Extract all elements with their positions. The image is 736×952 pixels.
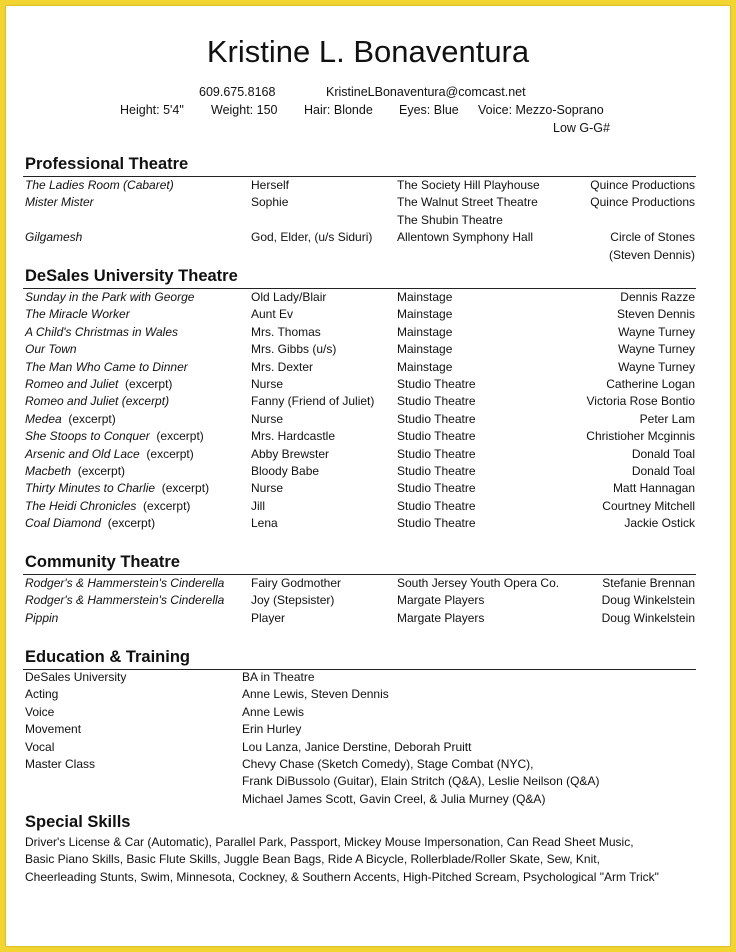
role-cell: Mrs. Hardcastle [251,429,336,444]
training-value: Lou Lanza, Janice Derstine, Deborah Pruitt [242,739,472,754]
credit-row [6,575,730,592]
role-cell: Mrs. Dexter [251,359,314,374]
role-cell: God, Elder, (u/s Siduri) [251,230,373,245]
venue-cell: Studio Theatre [397,516,476,531]
director-cell: Wayne Turney [618,359,695,374]
venue-cell: Studio Theatre [397,429,476,444]
voice-stat: Voice: Mezzo-Soprano [478,103,604,117]
show-title: Pippin [25,610,59,625]
director-cell: Circle of Stones [610,230,695,245]
show-cell [25,306,130,323]
role-cell: Sophie [251,195,289,210]
training-value: BA in Theatre [242,670,315,684]
show-title: Macbeth [25,463,72,478]
director-cell: Quince Productions [590,195,695,210]
venue-cell: Mainstage [397,324,453,339]
venue-cell: Mainstage [397,290,453,304]
education-row [6,791,730,808]
credit-row [6,359,730,376]
credit-row [6,341,730,358]
show-title: The Ladies Room (Cabaret) [25,178,174,192]
education-row [6,704,730,721]
director-cell: Jackie Ostick [624,516,695,531]
show-note: (excerpt) [155,481,210,496]
role-cell: Player [251,610,286,625]
show-title: Romeo and Juliet [25,376,119,391]
show-note: (excerpt) [61,411,116,426]
show-cell [25,289,194,306]
show-cell [25,446,194,463]
show-title: Sunday in the Park with George [25,290,195,304]
phone-number: 609.675.8168 [199,85,276,99]
venue-cell: Studio Theatre [397,498,476,513]
role-cell: Aunt Ev [251,307,294,322]
show-title: Rodger's & Hammerstein's Cinderella [25,593,225,608]
show-cell [25,411,116,428]
credit-row [6,480,730,497]
training-label: Movement [25,722,82,737]
education-row [6,721,730,738]
role-cell: Fairy Godmother [251,576,342,590]
training-value: Frank DiBussolo (Guitar), Elain Stritch (Q&A), Leslie Neilson (Q&A) [242,774,600,789]
director-cell: Doug Winkelstein [601,593,695,608]
credit-row [6,592,730,609]
credit-row [6,306,730,323]
education-row [6,739,730,756]
show-cell [25,359,188,376]
show-title: Medea [25,411,62,426]
show-cell [25,194,94,211]
show-cell [25,515,155,532]
professional-list [6,177,730,264]
desales-list [6,289,730,532]
director-cell: Wayne Turney [618,342,695,357]
credit-row [6,393,730,410]
director-cell: Donald Toal [631,446,695,461]
show-cell [25,463,125,480]
show-note: (excerpt) [71,463,126,478]
venue-cell: The Shubin Theatre [397,212,503,227]
education-list [6,669,730,808]
director-cell: Victoria Rose Bontio [586,394,695,409]
training-label: Master Class [25,756,96,771]
director-cell: Steven Dennis [616,307,695,322]
show-note: (excerpt) [139,446,194,461]
credit-row [6,289,730,306]
show-cell [25,575,224,592]
training-value: Anne Lewis [242,704,305,719]
role-cell: Old Lady/Blair [251,290,327,304]
venue-cell: Margate Players [397,593,485,608]
hair-stat: Hair: Blonde [304,103,373,117]
show-cell [25,610,58,627]
director-cell: Quince Productions [590,178,695,192]
role-cell: Abby Brewster [251,446,330,461]
resume-name: Kristine L. Bonaventura [206,34,530,69]
role-cell: Bloody Babe [251,463,320,478]
venue-cell: The Society Hill Playhouse [397,178,540,192]
email-address: KristineLBonaventura@comcast.net [326,85,526,99]
training-value: Erin Hurley [242,722,302,737]
show-title: Thirty Minutes to Charlie [25,481,156,496]
venue-cell: Studio Theatre [397,376,476,391]
show-title: Rodger's & Hammerstein's Cinderella [25,576,225,590]
venue-cell: Margate Players [397,610,485,625]
venue-cell: Studio Theatre [397,394,476,409]
credit-row [6,515,730,532]
credit-row [6,194,730,211]
education-row [6,669,730,686]
community-list [6,575,730,627]
training-value: Anne Lewis, Steven Dennis [242,687,389,702]
show-title: Romeo and Juliet (excerpt) [25,394,170,409]
director-cell: (Steven Dennis) [608,247,695,262]
show-title: Coal Diamond [25,516,102,531]
training-label: Acting [25,687,59,702]
director-cell: Christioher Mcginnis [586,429,695,444]
training-label: Voice [25,704,55,719]
show-title: Gilgamesh [25,230,83,245]
role-cell: Nurse [251,411,284,426]
credit-row [6,247,730,264]
venue-cell: Studio Theatre [397,411,476,426]
credit-row [6,376,730,393]
show-title: Our Town [25,342,77,357]
show-cell [25,324,178,341]
training-label: DeSales University [25,670,127,684]
director-cell: Doug Winkelstein [601,610,695,625]
venue-cell: South Jersey Youth Opera Co. [397,576,560,590]
venue-cell: Studio Theatre [397,481,476,496]
show-note: (excerpt) [118,376,173,391]
role-cell: Nurse [251,481,284,496]
venue-cell: Mainstage [397,359,453,374]
role-cell: Joy (Stepsister) [251,593,335,608]
show-note: (excerpt) [149,429,204,444]
show-cell [25,341,77,358]
show-cell [25,393,169,410]
credit-row [6,610,730,627]
venue-cell: Studio Theatre [397,446,476,461]
show-cell [25,428,204,445]
skills-line: Driver's License & Car (Automatic), Parallel Park, Passport, Mickey Mouse Impersonation, Can Read Sheet Music, [25,835,634,849]
director-cell: Donald Toal [631,463,695,478]
role-cell: Lena [251,516,278,531]
credit-row [6,212,730,229]
voice-range: Low G-G# [553,121,610,135]
role-cell: Fanny (Friend of Juliet) [251,394,375,409]
section-heading-skills: Special Skills [25,813,131,831]
director-cell: Dennis Razze [620,290,695,304]
education-row [6,686,730,703]
eyes-stat: Eyes: Blue [399,103,459,117]
director-cell: Wayne Turney [618,324,695,339]
show-cell [25,498,190,515]
show-note: (excerpt) [101,516,156,531]
resume-page [6,6,730,946]
venue-cell: Allentown Symphony Hall [397,230,534,245]
show-title: A Child's Christmas in Wales [25,324,178,339]
education-row [6,756,730,773]
role-cell: Mrs. Thomas [251,324,321,339]
show-title: Arsenic and Old Lace [25,446,140,461]
credit-row [6,428,730,445]
show-cell [25,480,209,497]
role-cell: Herself [251,178,290,192]
venue-cell: Mainstage [397,307,453,322]
show-cell [25,592,224,609]
show-title: The Miracle Worker [25,307,130,322]
director-cell: Stefanie Brennan [602,576,695,590]
skills-line: Basic Piano Skills, Basic Flute Skills, Juggle Bean Bags, Ride A Bicycle, Rollerblade/Roller Skate, Sew, Knit, [25,852,600,867]
training-label: Vocal [25,739,55,754]
venue-cell: Studio Theatre [397,463,476,478]
training-value: Michael James Scott, Gavin Creel, & Julia Murney (Q&A) [242,791,546,806]
show-cell [25,376,172,393]
skills-text [25,834,705,886]
director-cell: Catherine Logan [606,376,695,391]
credit-row [6,463,730,480]
training-value: Chevy Chase (Sketch Comedy), Stage Combat (NYC), [242,756,534,771]
venue-cell: Mainstage [397,342,453,357]
credit-row [6,498,730,515]
education-row [6,773,730,790]
director-cell: Peter Lam [639,411,695,426]
section-heading-professional: Professional Theatre [25,155,189,173]
director-cell: Courtney Mitchell [602,498,695,513]
credit-row [6,177,730,194]
show-cell [25,177,174,194]
role-cell: Mrs. Gibbs (u/s) [251,342,337,357]
venue-cell: The Walnut Street Theatre [397,195,538,210]
credit-row [6,229,730,246]
role-cell: Nurse [251,376,284,391]
show-note: (excerpt) [136,498,191,513]
weight-stat: Weight: 150 [211,103,278,117]
credit-row [6,411,730,428]
show-title: Mister Mister [25,195,94,210]
show-title: The Heidi Chronicles [25,498,137,513]
role-cell: Jill [251,498,265,513]
credit-row [6,324,730,341]
section-heading-desales: DeSales University Theatre [25,267,238,285]
director-cell: Matt Hannagan [612,481,695,496]
skills-line: Cheerleading Stunts, Swim, Minnesota, Cockney, & Southern Accents, High-Pitched Scream, Psychological "Arm Trick" [25,869,659,884]
show-title: She Stoops to Conquer [25,429,150,444]
section-heading-education: Education & Training [25,648,191,666]
show-cell [25,229,82,246]
section-heading-community: Community Theatre [25,553,180,571]
credit-row [6,446,730,463]
height-stat: Height: 5'4" [120,103,184,117]
show-title: The Man Who Came to Dinner [25,359,188,374]
